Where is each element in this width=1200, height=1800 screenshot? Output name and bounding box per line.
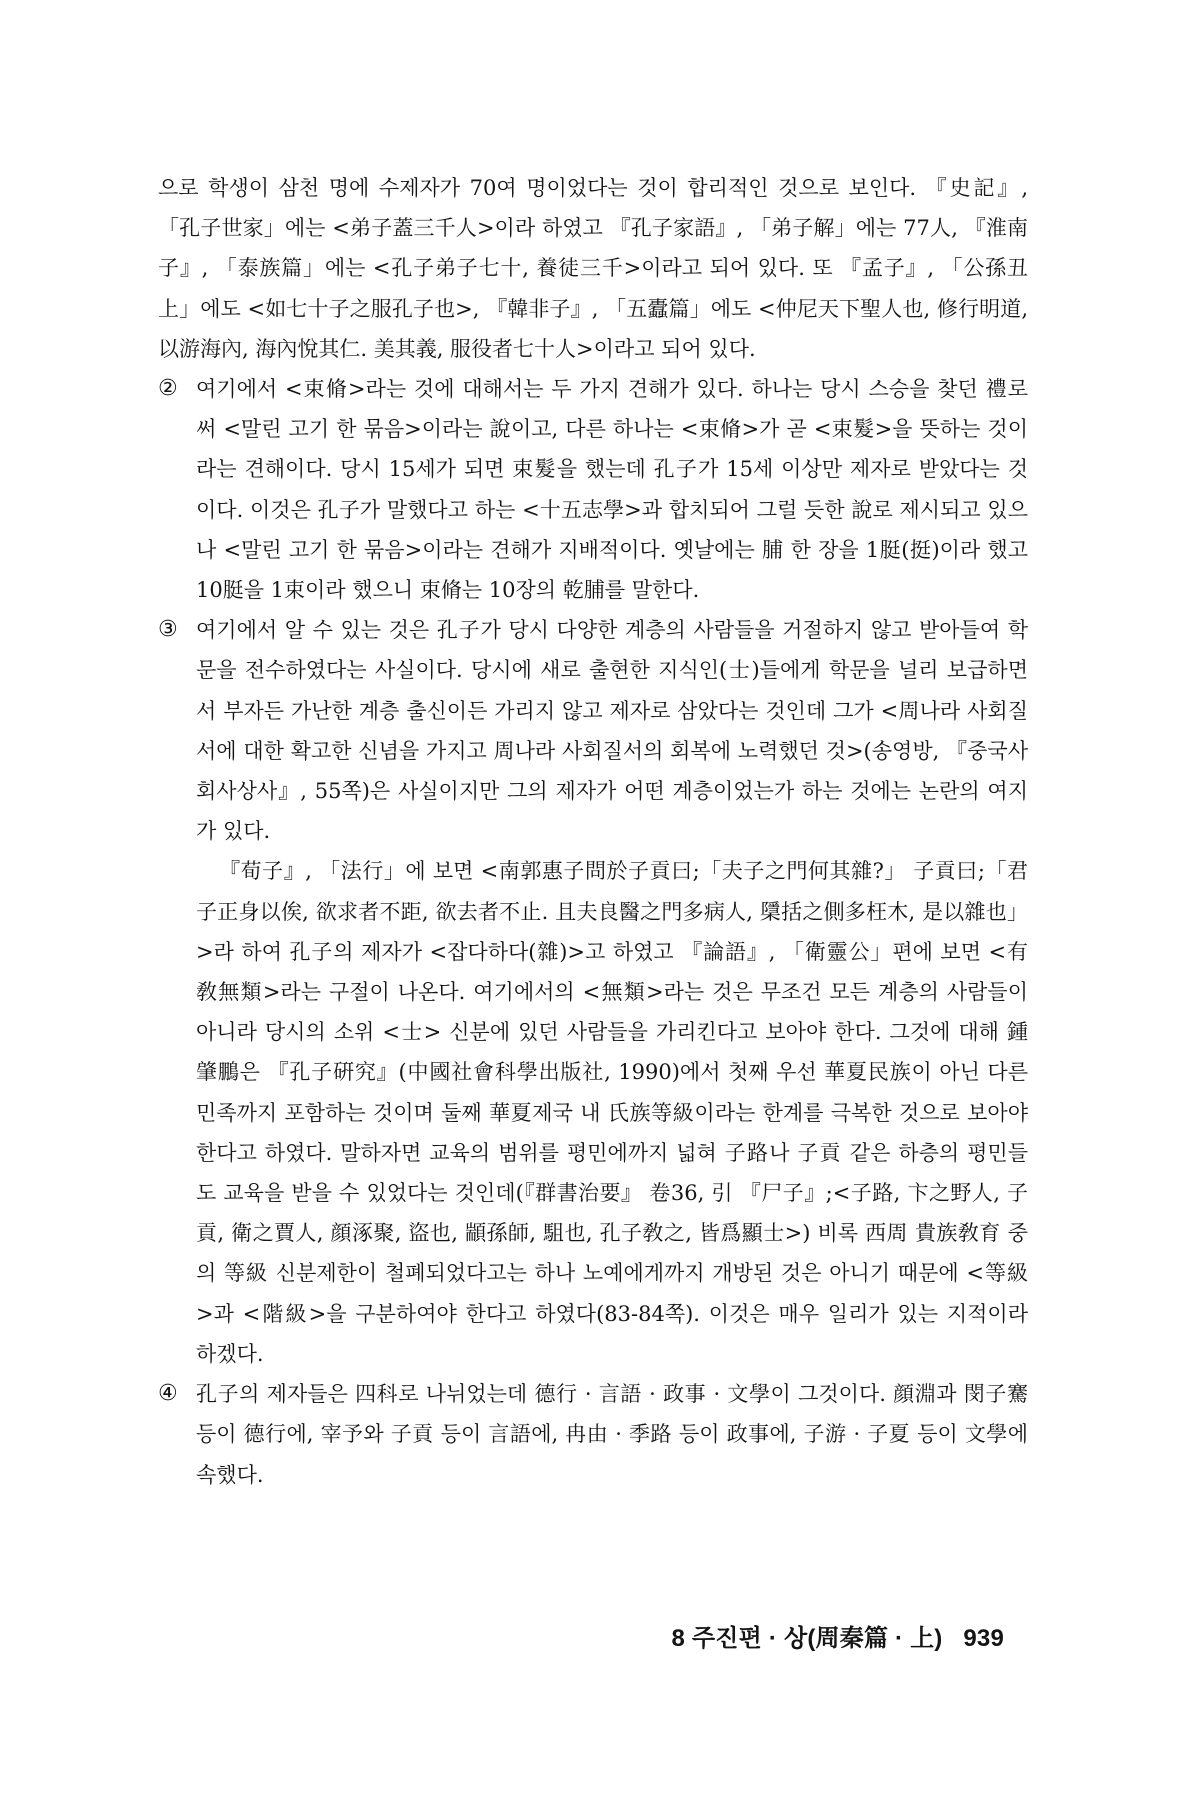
note-3-marker: ③	[158, 617, 178, 643]
page-number: 939	[963, 1625, 1004, 1652]
running-head: 8 주진편 · 상(周秦篇 · 上)	[671, 1625, 943, 1652]
note-4-text: 孔子의 제자들은 四科로 나뉘었는데 德行 · 言語 · 政事 · 文學이 그것이다. 顔淵과 閔子騫 등이 德行에, 宰予와 子貢 등이 言語에, 冉由 · 季路 등이 政事에, 子游 · 子夏 등이 文學에 속했다.	[196, 1382, 1028, 1487]
continuation-paragraph: 으로 학생이 삼천 명에 수제자가 70여 명이었다는 것이 합리적인 것으로 보인다. 『史記』, 「孔子世家」에는 <弟子蓋三千人>이라 하였고 『孔子家語』, 「弟子解」에는 77人, 『淮南子』, 「泰族篇」에는 <孔子弟子七十, 養徒三千>이라고 되어 있다. 또 『孟子』, 「公孫丑上」에도 <如七十子之服孔子也>, 『韓非子』, 「五蠹篇」에도 <仲尼天下聖人也, 修行明道, 以游海內, 海內悅其仁. 美其義, 服役者七十人>이라고 되어 있다.	[158, 176, 1028, 361]
note-2	[158, 369, 1028, 610]
note-4-marker: ④	[158, 1381, 178, 1407]
notes-body	[158, 168, 1028, 1495]
note-4	[158, 1374, 1028, 1495]
note-3-text: 여기에서 알 수 있는 것은 孔子가 당시 다양한 계층의 사람들을 거절하지 않고 받아들여 학문을 전수하였다는 사실이다. 당시에 새로 출현한 지식인(士)들에게 학문을 널리 보급하면서 부자든 가난한 계층 출신이든 가리지 않고 제자로 삼았다는 것인데 그가 <周나라 사회질서에 대한 확고한 신념을 가지고 周나라 사회질서의 회복에 노력했던 것>(송영방, 『중국사회사상사』, 55쪽)은 사실이지만 그의 제자가 어떤 계층이었는가 하는 것에는 논란의 여지가 있다.	[196, 618, 1028, 844]
note-3-paragraph-2: 『荀子』, 「法行」에 보면 <南郭惠子問於子貢曰;「夫子之門何其雜?」 子貢曰;「君子正身以俟, 欲求者不距, 欲去者不止. 且夫良醫之門多病人, 檃括之側多枉木, 是以雜也」>라 하여 孔子의 제자가 <잡다하다(雜)>고 하였고 『論語』, 「衛靈公」편에 보면 <有敎無類>라는 구절이 나온다. 여기에서의 <無類>라는 것은 무조건 모든 계층의 사람들이 아니라 당시의 소위 <士> 신분에 있던 사람들을 가리킨다고 보아야 한다. 그것에 대해 鍾肇鵬은 『孔子硏究』(中國社會科學出版社, 1990)에서 첫째 우선 華夏民族이 아닌 다른 민족까지 포함하는 것이며 둘째 華夏제국 내 氏族等級이라는 한계를 극복한 것으로 보아야 한다고 하였다. 말하자면 교육의 범위를 평민에까지 넓혀 子路나 子貢 같은 하층의 평민들도 교육을 받을 수 있었다는 것인데(『群書治要』 卷36, 引 『尸子』;<子路, 卞之野人, 子貢, 衛之賈人, 顔涿聚, 盜也, 顓孫師, 駔也, 孔子敎之, 皆爲顯士>) 비록 西周 貴族敎育 중의 等級 신분제한이 철폐되었다고는 하나 노예에게까지 개방된 것은 아니기 때문에 <等級>과 <階級>을 구분하여야 한다고 하였다(83-84쪽). 이것은 매우 일리가 있는 지적이라 하겠다.	[196, 859, 1028, 1366]
note-2-text: 여기에서 <束脩>라는 것에 대해서는 두 가지 견해가 있다. 하나는 당시 스승을 찾던 禮로써 <말린 고기 한 묶음>이라는 說이고, 다른 하나는 <束脩>가 곧 <束髮>을 뜻하는 것이라는 견해이다. 당시 15세가 되면 束髮을 했는데 孔子가 15세 이상만 제자로 받았다는 것이다. 이것은 孔子가 말했다고 하는 <十五志學>과 합치되어 그럴 듯한 說로 제시되고 있으나 <말린 고기 한 묶음>이라는 견해가 지배적이다. 옛날에는 脯 한 장을 1脡(挺)이라 했고 10脡을 1束이라 했으니 束脩는 10장의 乾脯를 말한다.	[196, 377, 1028, 603]
page-footer	[671, 1618, 1004, 1653]
note-2-marker: ②	[158, 376, 178, 402]
note-3	[158, 610, 1028, 1374]
